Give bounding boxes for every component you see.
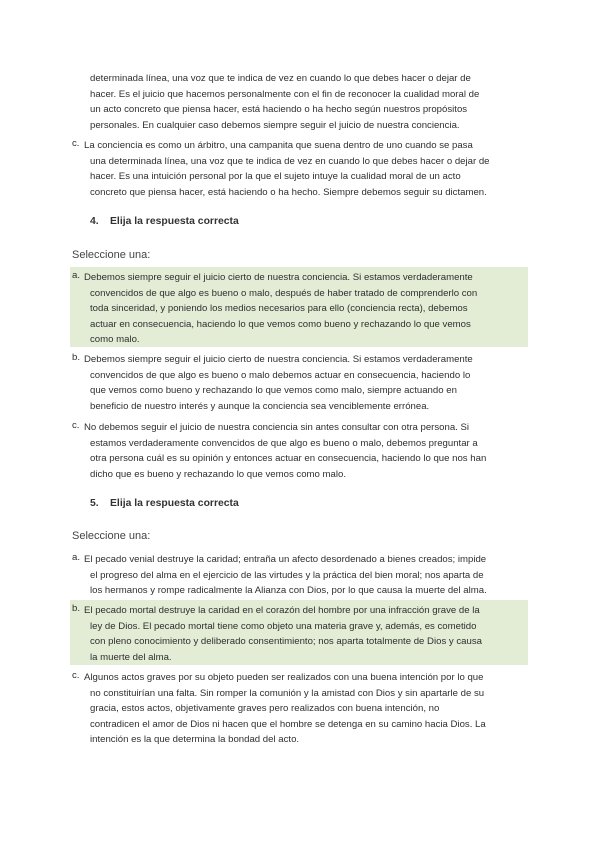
text-line: el progreso del alma en el ejercicio de las virtudes y la práctica del bien moral; nos aparta de (90, 569, 484, 581)
text-line: que vemos como bueno y rechazando lo que vemos como malo, siempre actuando en (90, 385, 457, 396)
text-line: actuar en consecuencia, haciendo lo que vemos como bueno y rechazando lo que vemos (90, 318, 471, 330)
select-prompt: Seleccione una: (72, 530, 151, 542)
text-line: hacer. Es una intuición personal por la que el sujeto intuye la cualidad moral de un acto (90, 171, 461, 182)
text-line: ley de Dios. El pecado mortal tiene como objeto una materia grave y, además, es cometido (90, 620, 477, 632)
text-line: Debemos siempre seguir el juicio cierto de nuestra conciencia. Si estamos verdaderamente (84, 272, 473, 283)
text-line: hacer. Es el juicio que hacemos personalmente con el fin de reconocer la cualidad moral de (90, 88, 480, 100)
q5-option-a[interactable] (84, 552, 526, 599)
option-c-previous[interactable] (84, 138, 526, 200)
text-line: No debemos seguir el juicio de nuestra conciencia sin antes consultar con otra persona. Si (84, 422, 470, 433)
text-line: los hermanos y rompe radicalmente la Alianza con Dios, por lo que causa la muerte del alma. (90, 585, 487, 596)
question-4-title (90, 216, 239, 227)
q4-option-b[interactable] (84, 352, 526, 414)
select-prompt: Seleccione una: (72, 249, 151, 261)
option-marker: c. (72, 670, 80, 681)
text-line: estamos verdaderamente convencidos de que algo es bueno o malo, debemos preguntar a (90, 437, 478, 449)
option-marker: c. (72, 138, 80, 149)
text-line: como malo. (90, 334, 140, 345)
text-line: determinada línea, una voz que te indica de vez en cuando lo que debes hacer o dejar de (90, 73, 471, 84)
text-line: El pecado mortal destruye la caridad en el corazón del hombre por una infracción grave de la (84, 605, 480, 616)
text-line: toda sinceridad, y poniendo los medios necesarios para ello (conciencia recta), debemos (90, 303, 468, 314)
text-line: Algunos actos graves por su objeto pueden ser realizados con una buena intención por lo que (84, 672, 484, 683)
option-marker: b. (72, 603, 81, 614)
question-number: 5. (90, 498, 99, 509)
text-line: intención es la que determina la bondad del acto. (90, 734, 300, 745)
question-title: Elija la respuesta correcta (110, 216, 239, 227)
option-marker: a. (72, 552, 81, 563)
question-title: Elija la respuesta correcta (110, 498, 239, 509)
text-line: La conciencia es como un árbitro, una campanita que suena dentro de uno cuando se pasa (84, 140, 473, 151)
text-line: la muerte del alma. (90, 651, 172, 663)
text-line: contradicen el amor de Dios ni hacen que el hombre se detenga en su camino hacia Dios. La (90, 718, 486, 730)
text-line: concreto que piensa hacer, está haciendo o ha hecho. Siempre debemos seguir su dictamen. (90, 186, 487, 198)
text-line: una determinada línea, una voz que te indica de vez en cuando lo que debes hacer o dejar de (90, 155, 490, 167)
text-line: un acto concreto que piensa hacer, está haciendo o ha hecho según nuestros propósitos (90, 104, 468, 115)
text-line: dicho que es bueno y rechazando lo que vemos como malo. (90, 468, 346, 480)
text-line: convencidos de que algo es bueno o malo, después de haber tratado de comprenderlo con (90, 287, 478, 299)
text-line: convencidos de que algo es bueno o malo debemos actuar en consecuencia, haciendo lo (90, 369, 471, 381)
text-line: beneficio de nuestro interés y aunque la conciencia sea venciblemente errónea. (90, 400, 430, 412)
q4-option-a[interactable] (84, 270, 526, 348)
text-line: personales. En cualquier caso debemos siempre seguir el juicio de nuestra conciencia. (90, 119, 460, 131)
q4-option-c[interactable] (84, 420, 526, 482)
option-marker: a. (72, 270, 81, 281)
q5-option-b[interactable] (84, 603, 526, 665)
option-marker: b. (72, 352, 81, 363)
q5-option-c[interactable] (84, 670, 526, 748)
text-line: Debemos siempre seguir el juicio cierto de nuestra conciencia. Si estamos verdaderamente (84, 354, 473, 365)
text-line: con pleno conocimiento y deliberado consentimiento; nos aparta totalmente de Dios y causa (90, 636, 482, 647)
text-line: otra persona cuál es su opinión y entonces actuar en consecuencia, haciendo lo que nos han (90, 453, 487, 464)
text-line: no constituirían una falta. Sin romper la comunión y la amistad con Dios y sin apartarle de su (90, 687, 485, 699)
text-line: El pecado venial destruye la caridad; entraña un afecto desordenado a bienes creados; impide (84, 554, 487, 565)
text-line: gracia, estos actos, objetivamente graves pero realizados con buena intención, no (90, 703, 440, 714)
question-5-title (90, 498, 239, 509)
option-marker: c. (72, 420, 80, 431)
continued-option-text (90, 71, 525, 133)
question-number: 4. (90, 216, 99, 227)
